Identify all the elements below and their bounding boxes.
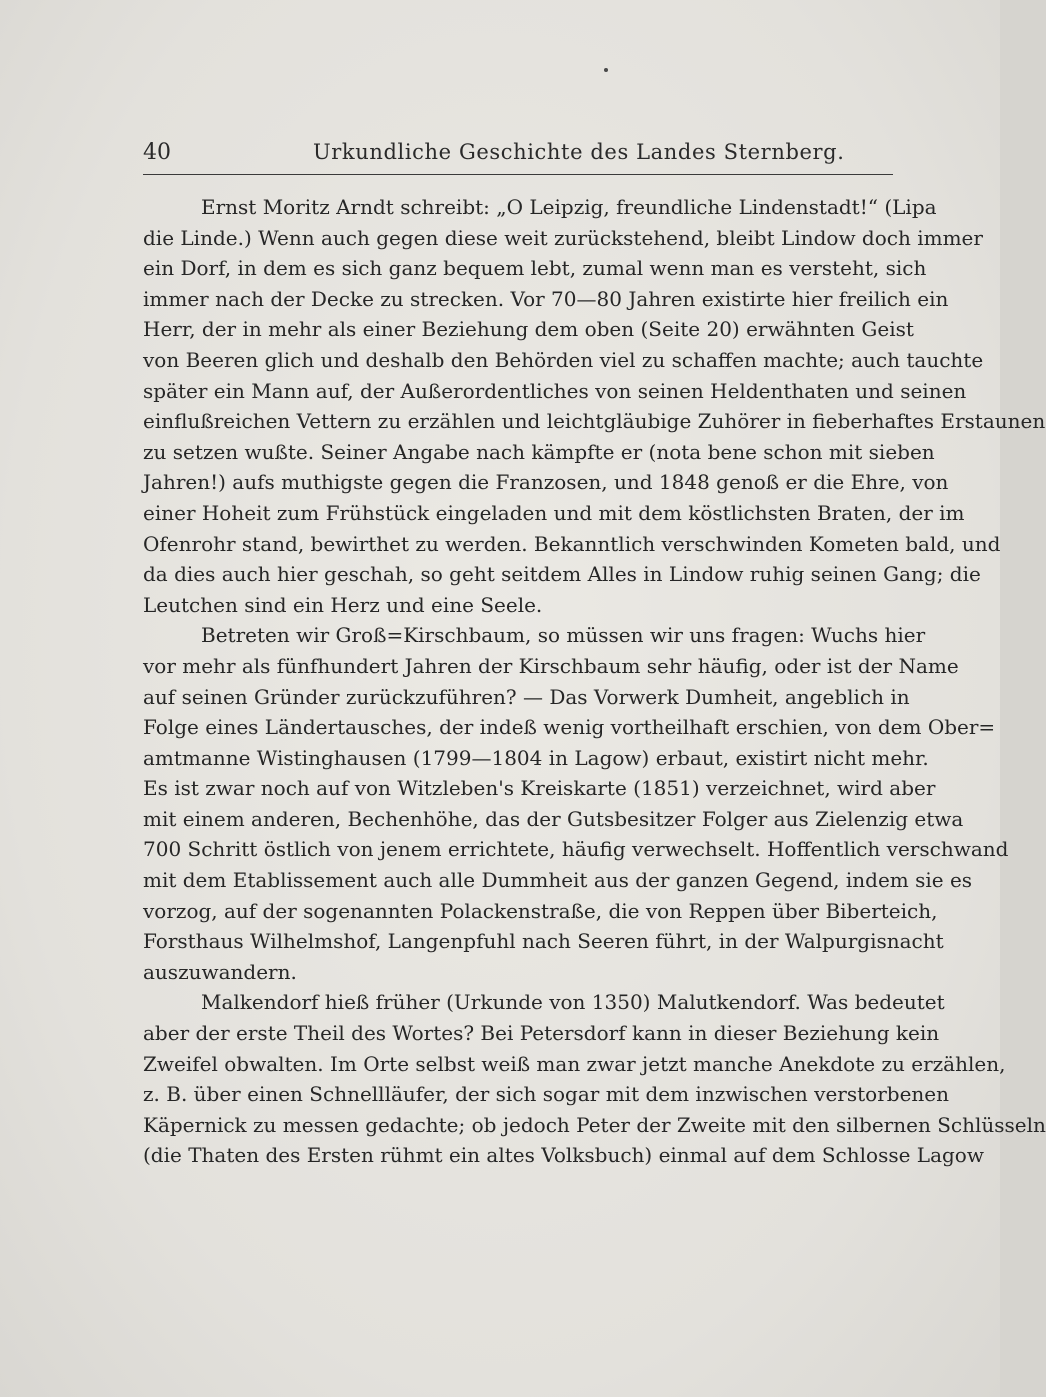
text-line: Zweifel obwalten. Im Orte selbst weiß man zwar jetzt manche Anekdote zu erzählen, (143, 1051, 1006, 1076)
text-line: Ernst Moritz Arndt schreibt: „O Leipzig, freundliche Lindenstadt!“ (Lipa (201, 195, 937, 219)
text-line: auf seinen Gründer zurückzuführen? — Das Vorwerk Dumheit, angeblich in (143, 684, 910, 709)
text-line: Folge eines Ländertausches, der indeß wenig vortheilhaft erschien, von dem Ober= (143, 715, 996, 740)
text-line: später ein Mann auf, der Außerordentliches von seinen Heldenthaten und seinen (143, 378, 967, 403)
text-line: auszuwandern. (143, 959, 297, 984)
text-line: Leutchen sind ein Herz und eine Seele. (143, 592, 543, 617)
print-speck (604, 68, 608, 72)
text-line: Es ist zwar noch auf von Witzleben's Kreiskarte (1851) verzeichnet, wird aber (143, 776, 936, 801)
text-line: von Beeren glich und deshalb den Behörden viel zu schaffen machte; auch tauchte (143, 347, 984, 372)
text-line: mit einem anderen, Bechenhöhe, das der Gutsbesitzer Folger aus Zielenzig etwa (143, 806, 964, 831)
text-line: zu setzen wußte. Seiner Angabe nach kämpfte er (nota bene schon mit sieben (143, 439, 935, 464)
header-rule (143, 174, 893, 175)
text-line: aber der erste Theil des Wortes? Bei Petersdorf kann in dieser Beziehung kein (143, 1021, 940, 1046)
page-number: 40 (143, 140, 171, 165)
text-line: Forsthaus Wilhelmshof, Langenpfuhl nach Seeren führt, in der Walpurgisnacht (143, 929, 944, 954)
text-line: einer Hoheit zum Frühstück eingeladen und mit dem köstlichsten Braten, der im (143, 500, 965, 525)
running-head: Urkundliche Geschichte des Landes Sternberg. (313, 140, 845, 164)
text-line: da dies auch hier geschah, so geht seitdem Alles in Lindow ruhig seinen Gang; die (143, 562, 981, 587)
text-line: Herr, der in mehr als einer Beziehung dem oben (Seite 20) erwähnten Geist (143, 317, 914, 342)
text-line: einflußreichen Vettern zu erzählen und leichtgläubige Zuhörer in fieberhaftes Erstaunen (143, 409, 1046, 434)
text-line: vorzog, auf der sogenannten Polackenstraße, die von Reppen über Biberteich, (143, 898, 938, 923)
text-line: z. B. über einen Schnellläufer, der sich sogar mit dem inzwischen verstorbenen (143, 1082, 950, 1107)
paragraph (143, 620, 1009, 987)
paragraph (143, 192, 1046, 620)
text-line: mit dem Etablissement auch alle Dummheit aus der ganzen Gegend, indem sie es (143, 868, 973, 893)
text-line: ein Dorf, in dem es sich ganz bequem lebt, zumal wenn man es versteht, sich (143, 256, 927, 281)
page-header (143, 140, 893, 172)
text-line: 700 Schritt östlich von jenem errichtete, häufig verwechselt. Hoffentlich verschwand (143, 837, 1009, 862)
body-text (143, 192, 1046, 1171)
text-line: Malkendorf hieß früher (Urkunde von 1350) Malutkendorf. Was bedeutet (201, 990, 945, 1015)
text-line: Jahren!) aufs muthigste gegen die Franzosen, und 1848 genoß er die Ehre, von (143, 470, 949, 495)
text-line: amtmanne Wistinghausen (1799—1804 in Lagow) erbaut, existirt nicht mehr. (143, 745, 929, 770)
text-line: immer nach der Decke zu strecken. Vor 70—80 Jahren existirte hier freilich ein (143, 286, 949, 311)
text-line: Betreten wir Groß=Kirschbaum, so müssen wir uns fragen: Wuchs hier (201, 623, 926, 648)
text-line: (die Thaten des Ersten rühmt ein altes Volksbuch) einmal auf dem Schlosse Lagow (143, 1143, 984, 1168)
text-line: Ofenrohr stand, bewirthet zu werden. Bekanntlich verschwinden Kometen bald, und (143, 531, 1001, 556)
text-line: Käpernick zu messen gedachte; ob jedoch Peter der Zweite mit den silbernen Schlüsseln (143, 1112, 1046, 1137)
text-line: die Linde.) Wenn auch gegen diese weit zurückstehend, bleibt Lindow doch immer (143, 225, 983, 250)
paragraph (143, 987, 1046, 1171)
text-line: vor mehr als fünfhundert Jahren der Kirschbaum sehr häufig, oder ist der Name (143, 653, 959, 678)
